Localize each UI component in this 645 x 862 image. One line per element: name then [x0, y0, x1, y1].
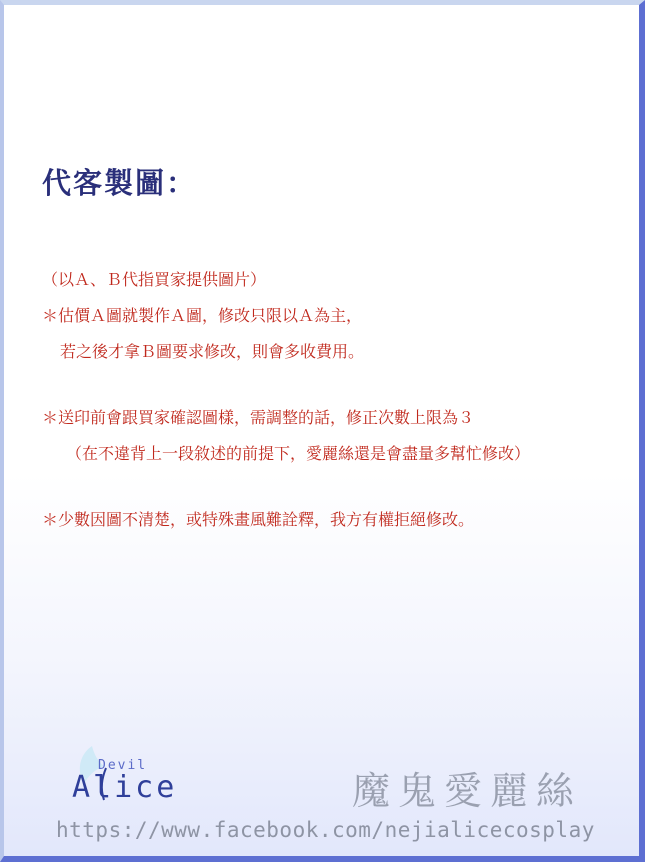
notice-line: （以Ａ、Ｂ代指買家提供圖片） [42, 270, 267, 289]
spacer [42, 370, 622, 400]
notice-line: ＊估價Ａ圖就製作Ａ圖，修改只限以Ａ為主， [42, 306, 363, 325]
notice-line: 若之後才拿Ｂ圖要求修改，則會多收費用。 [60, 342, 365, 361]
page-title: 代客製圖： [42, 166, 198, 200]
facebook-url: https://www.facebook.com/nejialicecosplay [56, 818, 595, 842]
notice-body [42, 262, 622, 538]
logo-text-big: Alice [72, 770, 178, 805]
notice-line: ＊少數因圖不清楚，或特殊畫風難詮釋，我方有權拒絕修改。 [42, 510, 475, 529]
notice-line: （在不違背上一段敘述的前提下，愛麗絲還是會盡量多幫忙修改） [66, 444, 531, 463]
signature: 魔鬼愛麗絲 [352, 769, 583, 813]
spacer [42, 472, 622, 502]
logo-text-small: Devil [98, 758, 148, 773]
notice-line: ＊送印前會跟買家確認圖樣，需調整的話，修正次數上限為３ [42, 408, 475, 427]
devil-alice-logo [70, 740, 200, 810]
